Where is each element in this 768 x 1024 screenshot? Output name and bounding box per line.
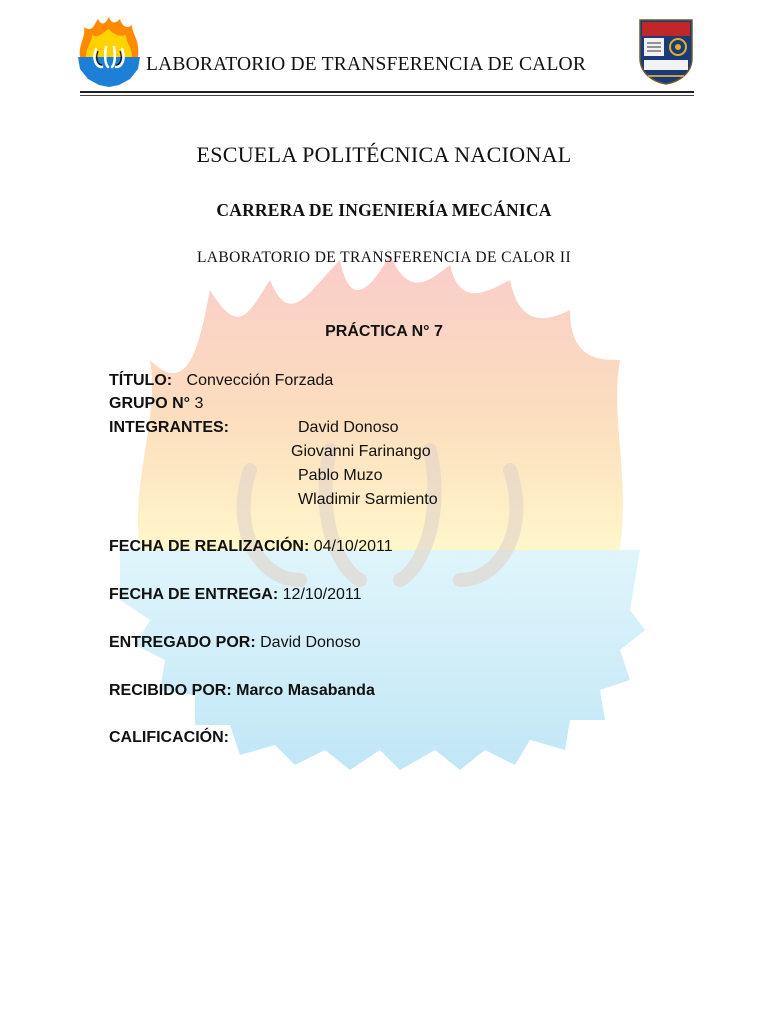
school-name: ESCUELA POLITÉCNICA NACIONAL (196, 142, 572, 167)
date-delivery-row (109, 586, 362, 604)
delivered-by-row (109, 634, 361, 652)
received-by-row (109, 682, 375, 700)
title-row (109, 372, 333, 390)
received-by-value: Marco Masabanda (236, 682, 375, 699)
group-label: GRUPO N° (109, 395, 191, 412)
delivered-by-value: David Donoso (260, 634, 361, 651)
date-done-label: FECHA DE REALIZACIÓN: (109, 538, 310, 555)
group-row (109, 395, 203, 413)
members-label: INTEGRANTES: (109, 419, 229, 436)
member-item: Pablo Muzo (298, 467, 383, 484)
header-rule-thin (80, 95, 694, 96)
university-crest-icon (638, 16, 694, 86)
member-item: Wladimir Sarmiento (298, 491, 438, 508)
date-delivery-value: 12/10/2011 (282, 586, 362, 603)
date-done-value: 04/10/2011 (313, 538, 393, 555)
date-delivery-label: FECHA DE ENTREGA: (109, 586, 279, 603)
date-done-row (109, 538, 393, 556)
received-by-label: RECIBIDO POR: (109, 682, 232, 699)
practice-number: PRÁCTICA N° 7 (325, 323, 443, 340)
delivered-by-label: ENTREGADO POR: (109, 634, 256, 651)
header-rule (80, 91, 694, 93)
header-title: LABORATORIO DE TRANSFERENCIA DE CALOR (146, 54, 587, 75)
member-item: Giovanni Farinango (291, 443, 431, 460)
title-label: TÍTULO: (109, 372, 173, 389)
lab-name: LABORATORIO DE TRANSFERENCIA DE CALOR II (196, 249, 572, 266)
career-name: CARRERA DE INGENIERÍA MECÁNICA (216, 200, 552, 220)
grade-label: CALIFICACIÓN: (109, 729, 229, 746)
flame-logo-icon (74, 17, 144, 89)
title-value: Convección Forzada (186, 372, 334, 389)
group-value: 3 (194, 395, 204, 412)
member-item: David Donoso (298, 419, 399, 436)
